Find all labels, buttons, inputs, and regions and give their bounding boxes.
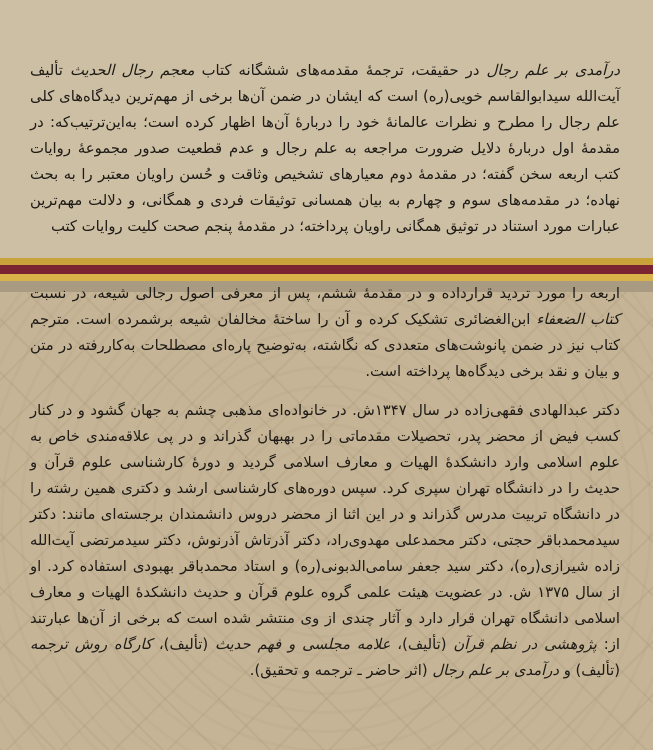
paragraph-text: دکتر عبدالهادی فقهی‌زاده در سال ۱۳۴۷ش. در خانواده‌ای مذهبی چشم به جهان گشود و در کنار کسب فیض از محضر پدر، تحصیلات مقدماتی را در بهبهان گذراند و در پی علاقه‌مندی خاص به علوم اسلامی وارد دانشکدهٔ الهیات و معارف اسلامی گردید و دورهٔ کارشناسی علوم قرآن و حدیث را در دانشگاه تهران سپری کرد. سپس دوره‌های کارشناسی ارشد و دکتری همین رشته را در دانشگاه تربیت مدرس گذراند و در این اثنا از محضر دروس دانشمندان برجسته‌ای مانند: دکتر سیدمحمدباقر حجتی، دکتر محمدعلی مهدوی‌راد، دکتر آذرتاش آذرنوش، دکتر سیدمرتضی آیت‌الله زاده شیرازی(ره)، دکتر سید جعفر سامی‌الدبونی(ره) و استاد محمدباقر بهبودی استفاده کرد. او از سال ۱۳۷۵ ش. در عضویت هیئت علمی گروه علوم قرآن و حدیث دانشکدهٔ الهیات و معارف اسلامی دانشگاه تهران قرار دارد و آثار چندی از وی منتشر شده است که برخی از آن‌ها عبارتند از:: [30, 402, 620, 653]
work-title-italic: درآمدی بر علم رجال: [432, 662, 559, 679]
work-title-italic: علامه مجلسی و فهم حدیث: [215, 636, 391, 653]
book-description-paragraph: [30, 58, 620, 240]
gold-stripe-bottom: [0, 274, 653, 281]
book-description-continuation: [30, 281, 620, 385]
work-label: (اثر حاضر ـ ترجمه و تحقیق).: [249, 662, 433, 679]
work-label: (تألیف)،: [390, 636, 454, 653]
work-label: (تألیف)،: [152, 636, 216, 653]
paragraph-text: در حقیقت، ترجمهٔ مقدمه‌های ششگانه کتاب: [194, 62, 487, 79]
book-title-italic: درآمدی بر علم رجال: [486, 62, 621, 79]
maroon-stripe: [0, 265, 653, 274]
paragraph-text: تألیف آیت‌الله سیدابوالقاسم خویی(ره) است که ایشان در ضمن آن‌ها برخی از مهم‌ترین دیدگاه‌های کلی علم رجال را مطرح و نظرات عالمانهٔ خود را دربارهٔ آن‌ها اظهار کرده است؛ به‌این‌ترتیب‌که: در مقدمهٔ اول دربارهٔ دلایل ضرورت مراجعه به علم رجال و عدم قطعیت صدور مجموعهٔ روایات کتب اربعه سخن گفته؛ در مقدمهٔ دوم معیارهای تشخیص وثاقت و حُسن راویان معتبر را به بحث نهاده؛ در مقدمه‌های سوم و چهارم به بیان همسانی توثیقات فردی و همگانی، و دلالت مهم‌ترین عبارات مورد استناد در توثیق همگانی راویان پرداخته؛ در مقدمهٔ پنجم صحت کلیت روایات کتب: [30, 62, 620, 235]
work-title-italic: کارگاه روش ترجمه: [30, 636, 153, 653]
paragraph-text: ابن‌الغضائری تشکیک کرده و آن را ساختهٔ مخالفان شیعه برشمرده است. مترجم کتاب نیز در ضمن پانوشت‌های متعددی که نگاشته، به‌توضیح پاره‌ای مصطلحات به‌کاررفته در متن و بیان و نقد برخی دیدگاه‌ها پرداخته است.: [30, 311, 620, 380]
gold-stripe-top: [0, 258, 653, 265]
book-title-italic: کتاب الضعفاء: [536, 311, 620, 328]
paragraph-text: اربعه را مورد تردید قرارداده و در مقدمهٔ ششم، پس از معرفی اصول رجالی شیعه، در نسبت: [30, 285, 620, 302]
source-book-title-italic: معجم رجال الحدیث: [69, 62, 195, 79]
work-label: (تألیف) و: [558, 662, 620, 679]
author-biography-paragraph: [30, 398, 620, 684]
work-title-italic: پژوهشی در نظم قرآن: [453, 636, 597, 653]
